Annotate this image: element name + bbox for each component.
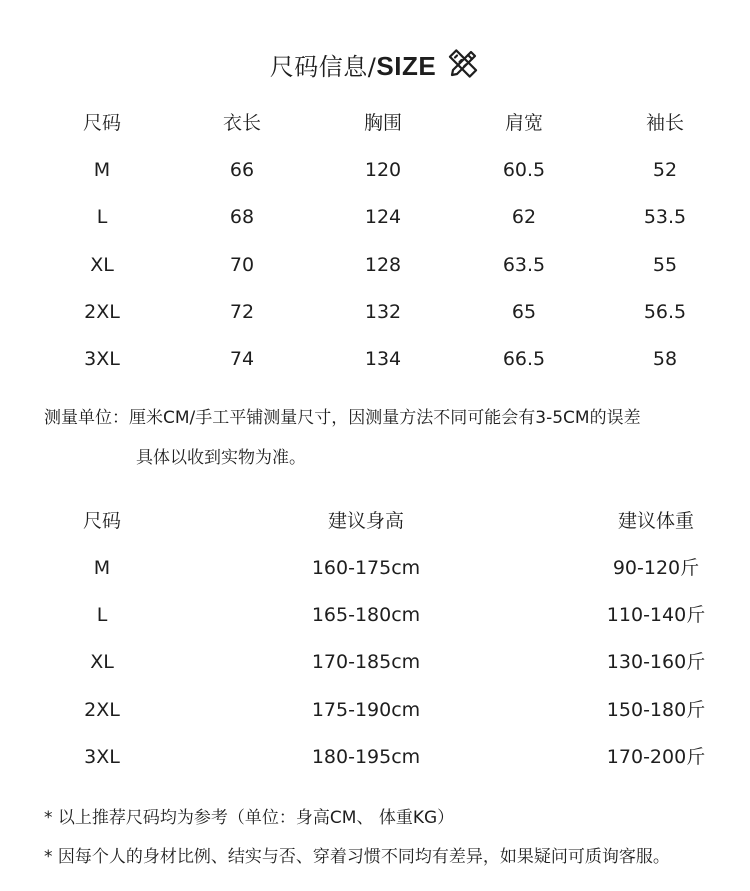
table-cell: 66 <box>229 159 255 181</box>
table-cell: L <box>96 206 108 228</box>
page-title-cn: 尺码信息/ <box>269 52 377 81</box>
table-cell: 3XL <box>84 348 120 370</box>
table-cell: 3XL <box>84 746 120 768</box>
table-cell: 60.5 <box>502 159 546 181</box>
table-cell: 72 <box>229 301 255 323</box>
table-cell: 130-160斤 <box>606 651 706 673</box>
table-cell: 52 <box>652 159 678 181</box>
size-header-size: 尺码 <box>82 112 122 134</box>
ruler-pencil-icon <box>446 47 480 81</box>
table-cell: 128 <box>364 254 402 276</box>
table-cell: 170-185cm <box>311 651 421 673</box>
table-cell: M <box>93 159 111 181</box>
table-cell: 170-200斤 <box>606 746 706 768</box>
page-title-en: SIZE <box>376 50 437 81</box>
table-cell: 124 <box>364 206 402 228</box>
recommend-header-size: 尺码 <box>82 510 122 532</box>
table-cell: XL <box>90 651 114 673</box>
table-cell: 150-180斤 <box>606 699 706 721</box>
table-cell: 66.5 <box>502 348 546 370</box>
size-header-length: 衣长 <box>222 112 262 134</box>
recommend-header-height: 建议身高 <box>327 510 405 532</box>
footnote-1: * 以上推荐尺码均为参考（单位：身高CM、 体重KG） <box>44 808 455 828</box>
size-header-sleeve: 袖长 <box>645 112 685 134</box>
table-cell: XL <box>90 254 114 276</box>
table-cell: 56.5 <box>643 301 687 323</box>
table-cell: 110-140斤 <box>606 604 706 626</box>
table-cell: 132 <box>364 301 402 323</box>
table-cell: 165-180cm <box>311 604 421 626</box>
table-cell: L <box>96 604 108 626</box>
footnote-2: * 因每个人的身材比例、结实与否、穿着习惯不同均有差异，如果疑问可质询客服。 <box>44 847 670 867</box>
page-title <box>270 47 436 82</box>
table-cell: 70 <box>229 254 255 276</box>
measure-note-line1: 测量单位：厘米CM/手工平铺测量尺寸，因测量方法不同可能会有3-5CM的误差 <box>44 408 641 428</box>
page-title-row <box>0 44 750 84</box>
table-cell: 58 <box>652 348 678 370</box>
measure-note-line2: 具体以收到实物为准。 <box>136 448 306 468</box>
table-cell: 63.5 <box>502 254 546 276</box>
table-cell: 2XL <box>84 699 120 721</box>
table-cell: 62 <box>511 206 537 228</box>
table-cell: 160-175cm <box>311 557 421 579</box>
table-cell: 90-120斤 <box>612 557 700 579</box>
table-cell: 180-195cm <box>311 746 421 768</box>
table-cell: 65 <box>511 301 537 323</box>
size-header-chest: 胸围 <box>363 112 403 134</box>
table-cell: 53.5 <box>643 206 687 228</box>
table-cell: 74 <box>229 348 255 370</box>
recommend-header-weight: 建议体重 <box>617 510 695 532</box>
table-cell: 134 <box>364 348 402 370</box>
table-cell: 55 <box>652 254 678 276</box>
table-cell: 175-190cm <box>311 699 421 721</box>
table-cell: 68 <box>229 206 255 228</box>
table-cell: 2XL <box>84 301 120 323</box>
table-cell: 120 <box>364 159 402 181</box>
table-cell: M <box>93 557 111 579</box>
size-header-shoulder: 肩宽 <box>504 112 544 134</box>
